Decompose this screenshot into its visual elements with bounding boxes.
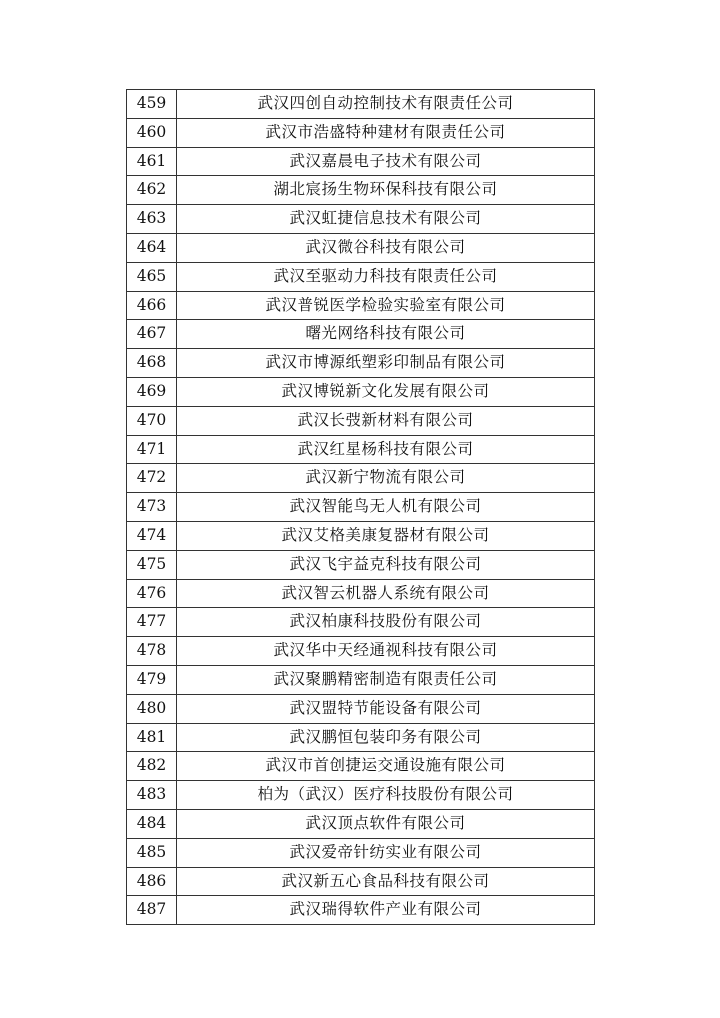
- company-name: 湖北宸扬生物环保科技有限公司: [177, 176, 595, 205]
- table-row: [127, 637, 595, 666]
- company-name: 武汉市浩盛特种建材有限责任公司: [177, 118, 595, 147]
- company-name: 武汉智能鸟无人机有限公司: [177, 493, 595, 522]
- company-name: 武汉博锐新文化发展有限公司: [177, 377, 595, 406]
- table-row: [127, 406, 595, 435]
- row-number: 485: [127, 838, 177, 867]
- company-name: 柏为（武汉）医疗科技股份有限公司: [177, 781, 595, 810]
- company-name: 武汉盟特节能设备有限公司: [177, 694, 595, 723]
- company-name: 武汉新宁物流有限公司: [177, 464, 595, 493]
- table-row: [127, 90, 595, 119]
- row-number: 474: [127, 521, 177, 550]
- table-row: [127, 608, 595, 637]
- table-row: [127, 867, 595, 896]
- company-name: 武汉智云机器人系统有限公司: [177, 579, 595, 608]
- row-number: 463: [127, 205, 177, 234]
- table-row: [127, 176, 595, 205]
- row-number: 462: [127, 176, 177, 205]
- table-row: [127, 377, 595, 406]
- table-row: [127, 349, 595, 378]
- table-row: [127, 493, 595, 522]
- row-number: 459: [127, 90, 177, 119]
- company-name: 武汉新五心食品科技有限公司: [177, 867, 595, 896]
- company-name: 武汉市博源纸塑彩印制品有限公司: [177, 349, 595, 378]
- company-name: 武汉微谷科技有限公司: [177, 233, 595, 262]
- table-row: [127, 521, 595, 550]
- row-number: 468: [127, 349, 177, 378]
- table-row: [127, 147, 595, 176]
- company-name: 武汉华中天经通视科技有限公司: [177, 637, 595, 666]
- company-name: 武汉聚鹏精密制造有限责任公司: [177, 665, 595, 694]
- table-row: [127, 435, 595, 464]
- company-name: 武汉飞宇益克科技有限公司: [177, 550, 595, 579]
- table-row: [127, 809, 595, 838]
- table-row: [127, 118, 595, 147]
- company-list-table: [126, 89, 595, 925]
- table-row: [127, 205, 595, 234]
- row-number: 480: [127, 694, 177, 723]
- company-name: 武汉柏康科技股份有限公司: [177, 608, 595, 637]
- row-number: 487: [127, 896, 177, 925]
- company-name: 武汉艾格美康复器材有限公司: [177, 521, 595, 550]
- company-name: 武汉四创自动控制技术有限责任公司: [177, 90, 595, 119]
- company-name: 武汉市首创捷运交通设施有限公司: [177, 752, 595, 781]
- table-row: [127, 694, 595, 723]
- row-number: 476: [127, 579, 177, 608]
- row-number: 479: [127, 665, 177, 694]
- table-row: [127, 233, 595, 262]
- row-number: 483: [127, 781, 177, 810]
- table-row: [127, 291, 595, 320]
- company-name: 武汉鹏恒包装印务有限公司: [177, 723, 595, 752]
- table-row: [127, 723, 595, 752]
- row-number: 477: [127, 608, 177, 637]
- row-number: 469: [127, 377, 177, 406]
- company-name: 武汉瑞得软件产业有限公司: [177, 896, 595, 925]
- company-name: 曙光网络科技有限公司: [177, 320, 595, 349]
- company-name: 武汉顶点软件有限公司: [177, 809, 595, 838]
- row-number: 466: [127, 291, 177, 320]
- company-name: 武汉嘉晨电子技术有限公司: [177, 147, 595, 176]
- table-row: [127, 752, 595, 781]
- row-number: 461: [127, 147, 177, 176]
- table-row: [127, 579, 595, 608]
- row-number: 460: [127, 118, 177, 147]
- row-number: 484: [127, 809, 177, 838]
- row-number: 486: [127, 867, 177, 896]
- company-name: 武汉爱帝针纺实业有限公司: [177, 838, 595, 867]
- row-number: 481: [127, 723, 177, 752]
- table-row: [127, 896, 595, 925]
- row-number: 471: [127, 435, 177, 464]
- table-row: [127, 838, 595, 867]
- row-number: 464: [127, 233, 177, 262]
- row-number: 465: [127, 262, 177, 291]
- company-name: 武汉红星杨科技有限公司: [177, 435, 595, 464]
- row-number: 475: [127, 550, 177, 579]
- row-number: 472: [127, 464, 177, 493]
- table-row: [127, 320, 595, 349]
- row-number: 482: [127, 752, 177, 781]
- company-list-body: [127, 90, 595, 925]
- row-number: 473: [127, 493, 177, 522]
- table-row: [127, 665, 595, 694]
- row-number: 467: [127, 320, 177, 349]
- table-row: [127, 550, 595, 579]
- row-number: 478: [127, 637, 177, 666]
- company-name: 武汉至驱动力科技有限责任公司: [177, 262, 595, 291]
- table-row: [127, 262, 595, 291]
- row-number: 470: [127, 406, 177, 435]
- table-row: [127, 464, 595, 493]
- table-row: [127, 781, 595, 810]
- company-name: 武汉虹捷信息技术有限公司: [177, 205, 595, 234]
- company-name: 武汉普锐医学检验实验室有限公司: [177, 291, 595, 320]
- company-name: 武汉长弢新材料有限公司: [177, 406, 595, 435]
